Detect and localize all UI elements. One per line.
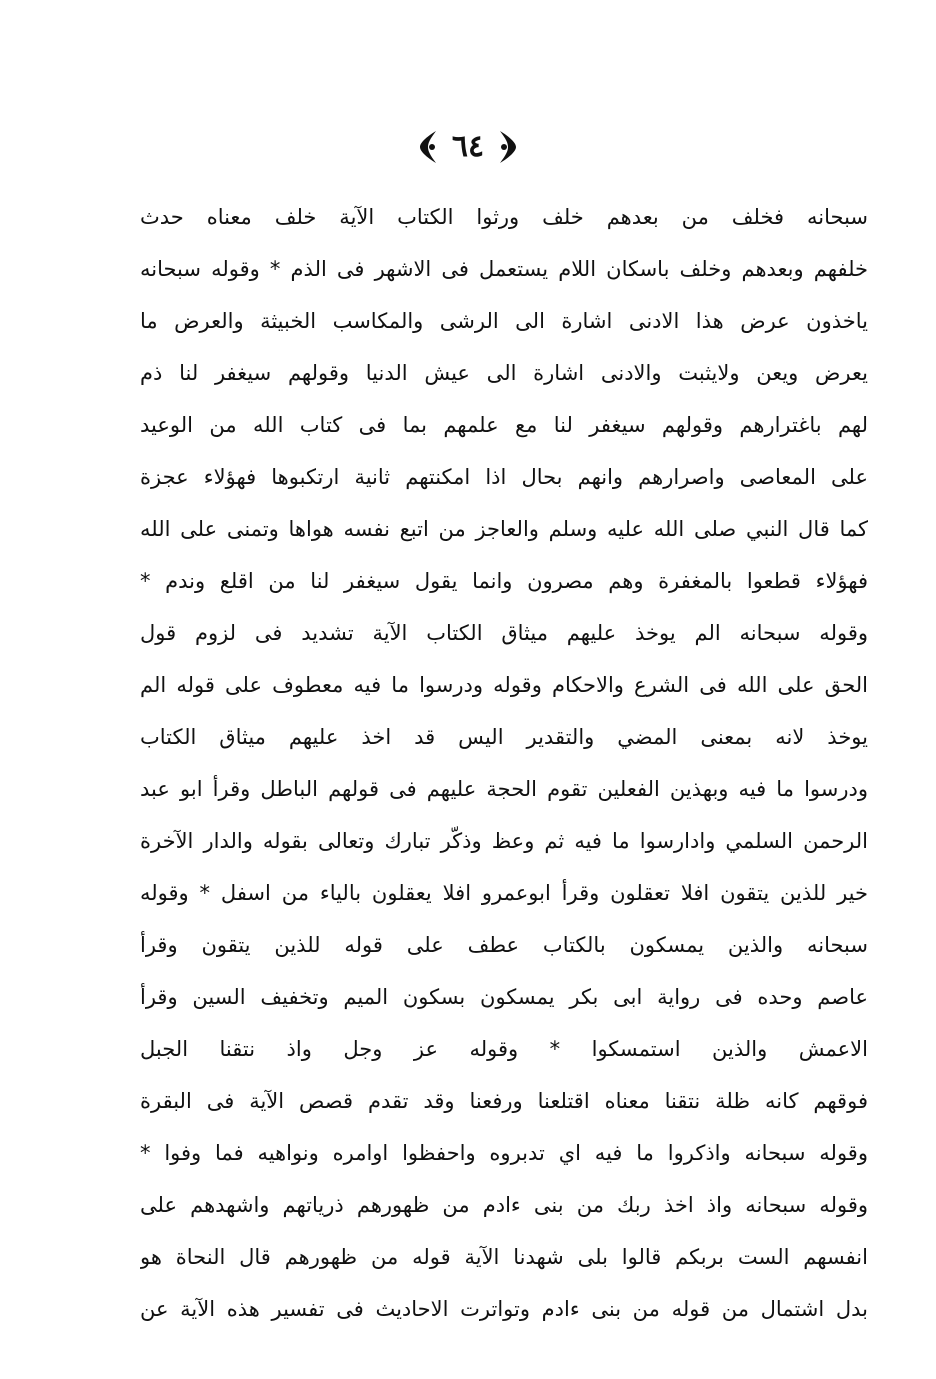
text-line: وقوله سبحانه واذكروا ما فيه اي تدبروه واحفظوا اوامره ونواهيه فما وفوا * bbox=[140, 1141, 868, 1165]
page-header bbox=[0, 122, 936, 172]
text-line: فوقهم كانه ظلة نتقنا معناه اقتلعنا ورفعنا وقد تقدم قصص الآية فى البقرة bbox=[140, 1089, 868, 1113]
text-line: وقوله سبحانه واذ اخذ ربك من بنى ءادم من ظهورهم ذرياتهم واشهدهم على bbox=[140, 1193, 868, 1217]
text-line: الحق على الله فى الشرع والاحكام وقوله ودرسوا ما فيه معطوف على قوله الم bbox=[140, 673, 868, 697]
text-line: الرحمن السلمي وادارسوا ما فيه ثم وعظ وذكّر تبارك وتعالى بقوله والدار الآخرة bbox=[140, 829, 868, 853]
text-line: على المعاصى واصرارهم وانهم بحال اذا امكنتهم ثانية ارتكبوها فهؤلاء عجزة bbox=[140, 465, 868, 489]
text-line: يعرض ويعن ولايثبت والادنى اشارة الى عيش الدنيا وقولهم سيغفر لنا ذم bbox=[140, 361, 868, 385]
text-line: وقوله سبحانه الم يوخذ عليهم ميثاق الكتاب الآية تشديد فى لزوم قول bbox=[140, 621, 868, 645]
text-line: لهم باغترارهم وقولهم سيغفر لنا مع علمهم بما فى كتاب الله من الوعيد bbox=[140, 413, 868, 437]
ornament-icon bbox=[494, 127, 524, 167]
text-line: الاعمش والذين استمسكوا * وقوله عز وجل واذ نتقنا الجبل bbox=[140, 1037, 868, 1061]
text-line: كما قال النبي صلى الله عليه وسلم والعاجز من اتبع نفسه هواها وتمنى على الله bbox=[140, 517, 868, 541]
text-line: بدل اشتمال من قوله من بنى ءادم وتواترت الاحاديث فى تفسير هذه الآية عن bbox=[140, 1297, 868, 1321]
ornament-icon bbox=[412, 127, 442, 167]
text-line: سبحانه فخلف من بعدهم خلف ورثوا الكتاب الآية خلف معناه حدث bbox=[140, 205, 868, 229]
text-line: ياخذون عرض هذا الادنى اشارة الى الرشى والمكاسب الخبيثة والعرض ما bbox=[140, 309, 868, 333]
text-line: خير للذين يتقون افلا تعقلون وقرأ ابوعمرو افلا يعقلون بالياء من اسفل * وقوله bbox=[140, 881, 868, 905]
text-line: يوخذ لانه بمعنى المضي والتقدير اليس قد اخذ عليهم ميثاق الكتاب bbox=[140, 725, 868, 749]
text-line: عاصم وحده فى رواية ابى بكر يمسكون بسكون الميم وتخفيف السين وقرأ bbox=[140, 985, 868, 1009]
text-line: خلفهم وبعدهم وخلف باسكان اللام يستعمل فى الاشهر فى الذم * وقوله سبحانه bbox=[140, 257, 868, 281]
text-line: ودرسوا ما فيه وبهذين الفعلين تقوم الحجة عليهم فى قولهم الباطل وقرأ ابو عبد bbox=[140, 777, 868, 801]
text-line: سبحانه والذين يمسكون بالكتاب عطف على قوله للذين يتقون وقرأ bbox=[140, 933, 868, 957]
text-line: انفسهم الست بربكم قالوا بلى شهدنا الآية قوله من ظهورهم قال النحاة هو bbox=[140, 1245, 868, 1269]
page-number: ٦٤ bbox=[451, 129, 485, 164]
main-text bbox=[140, 191, 868, 1335]
text-line: فهؤلاء قطعوا بالمغفرة وهم مصرون وانما يقول سيغفر لنا من اقلع وندم * bbox=[140, 569, 868, 593]
